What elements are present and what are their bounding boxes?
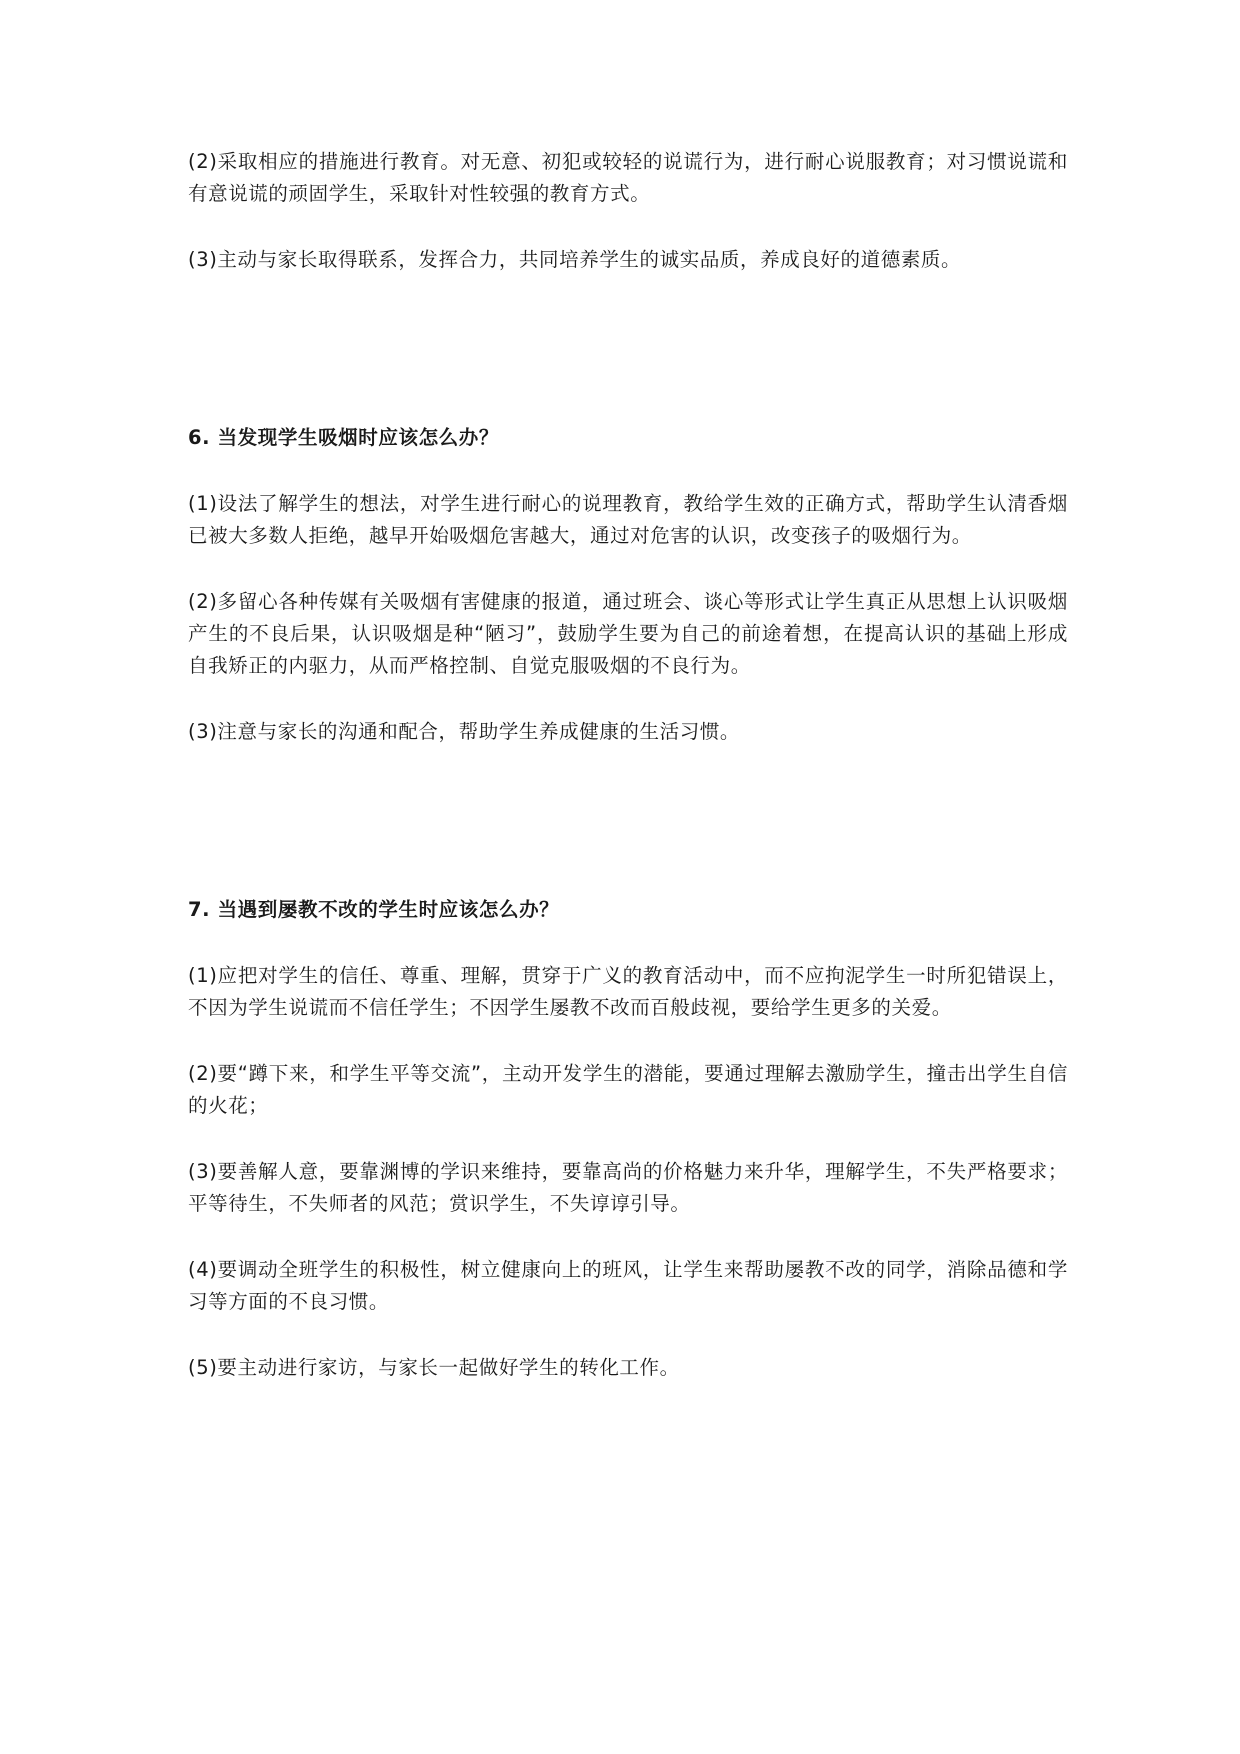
question-7-heading: 7. 当遇到屡教不改的学生时应该怎么办？ <box>188 898 560 921</box>
paragraph-repeat-3: (3)要善解人意，要靠渊博的学识来维持，要靠高尚的价格魅力来升华，理解学生，不失严格要求；平等待生，不失师者的风范；赏识学生，不失谆谆引导。 <box>188 1160 1068 1215</box>
paragraph-smoking-3: (3)注意与家长的沟通和配合，帮助学生养成健康的生活习惯。 <box>188 720 741 743</box>
paragraph-repeat-2: (2)要“蹲下来，和学生平等交流”，主动开发学生的潜能，要通过理解去激励学生，撞击出学生自信的火花； <box>188 1062 1068 1117</box>
paragraph-lying-3: (3)主动与家长取得联系，发挥合力，共同培养学生的诚实品质，养成良好的道德素质。 <box>188 248 962 271</box>
question-6-heading: 6. 当发现学生吸烟时应该怎么办？ <box>188 426 499 449</box>
paragraph-repeat-5: (5)要主动进行家访，与家长一起做好学生的转化工作。 <box>188 1356 680 1379</box>
paragraph-smoking-2: (2)多留心各种传媒有关吸烟有害健康的报道，通过班会、谈心等形式让学生真正从思想上认识吸烟产生的不良后果，认识吸烟是种“陋习”，鼓励学生要为自己的前途着想，在提高认识的基础上形成自我矫正的内驱力，从而严格控制、自觉克服吸烟的不良行为。 <box>188 590 1068 677</box>
paragraph-repeat-1: (1)应把对学生的信任、尊重、理解，贯穿于广义的教育活动中，而不应拘泥学生一时所犯错误上，不因为学生说谎而不信任学生；不因学生屡教不改而百般歧视，要给学生更多的关爱。 <box>188 964 1068 1019</box>
paragraph-repeat-4: (4)要调动全班学生的积极性，树立健康向上的班风，让学生来帮助屡教不改的同学，消除品德和学习等方面的不良习惯。 <box>188 1258 1068 1313</box>
paragraph-lying-2: (2)采取相应的措施进行教育。对无意、初犯或较轻的说谎行为，进行耐心说服教育；对习惯说谎和有意说谎的顽固学生，采取针对性较强的教育方式。 <box>188 150 1068 205</box>
document-body <box>188 146 1068 1384</box>
paragraph-smoking-1: (1)设法了解学生的想法，对学生进行耐心的说理教育，教给学生效的正确方式，帮助学生认清香烟已被大多数人拒绝，越早开始吸烟危害越大，通过对危害的认识，改变孩子的吸烟行为。 <box>188 492 1068 547</box>
